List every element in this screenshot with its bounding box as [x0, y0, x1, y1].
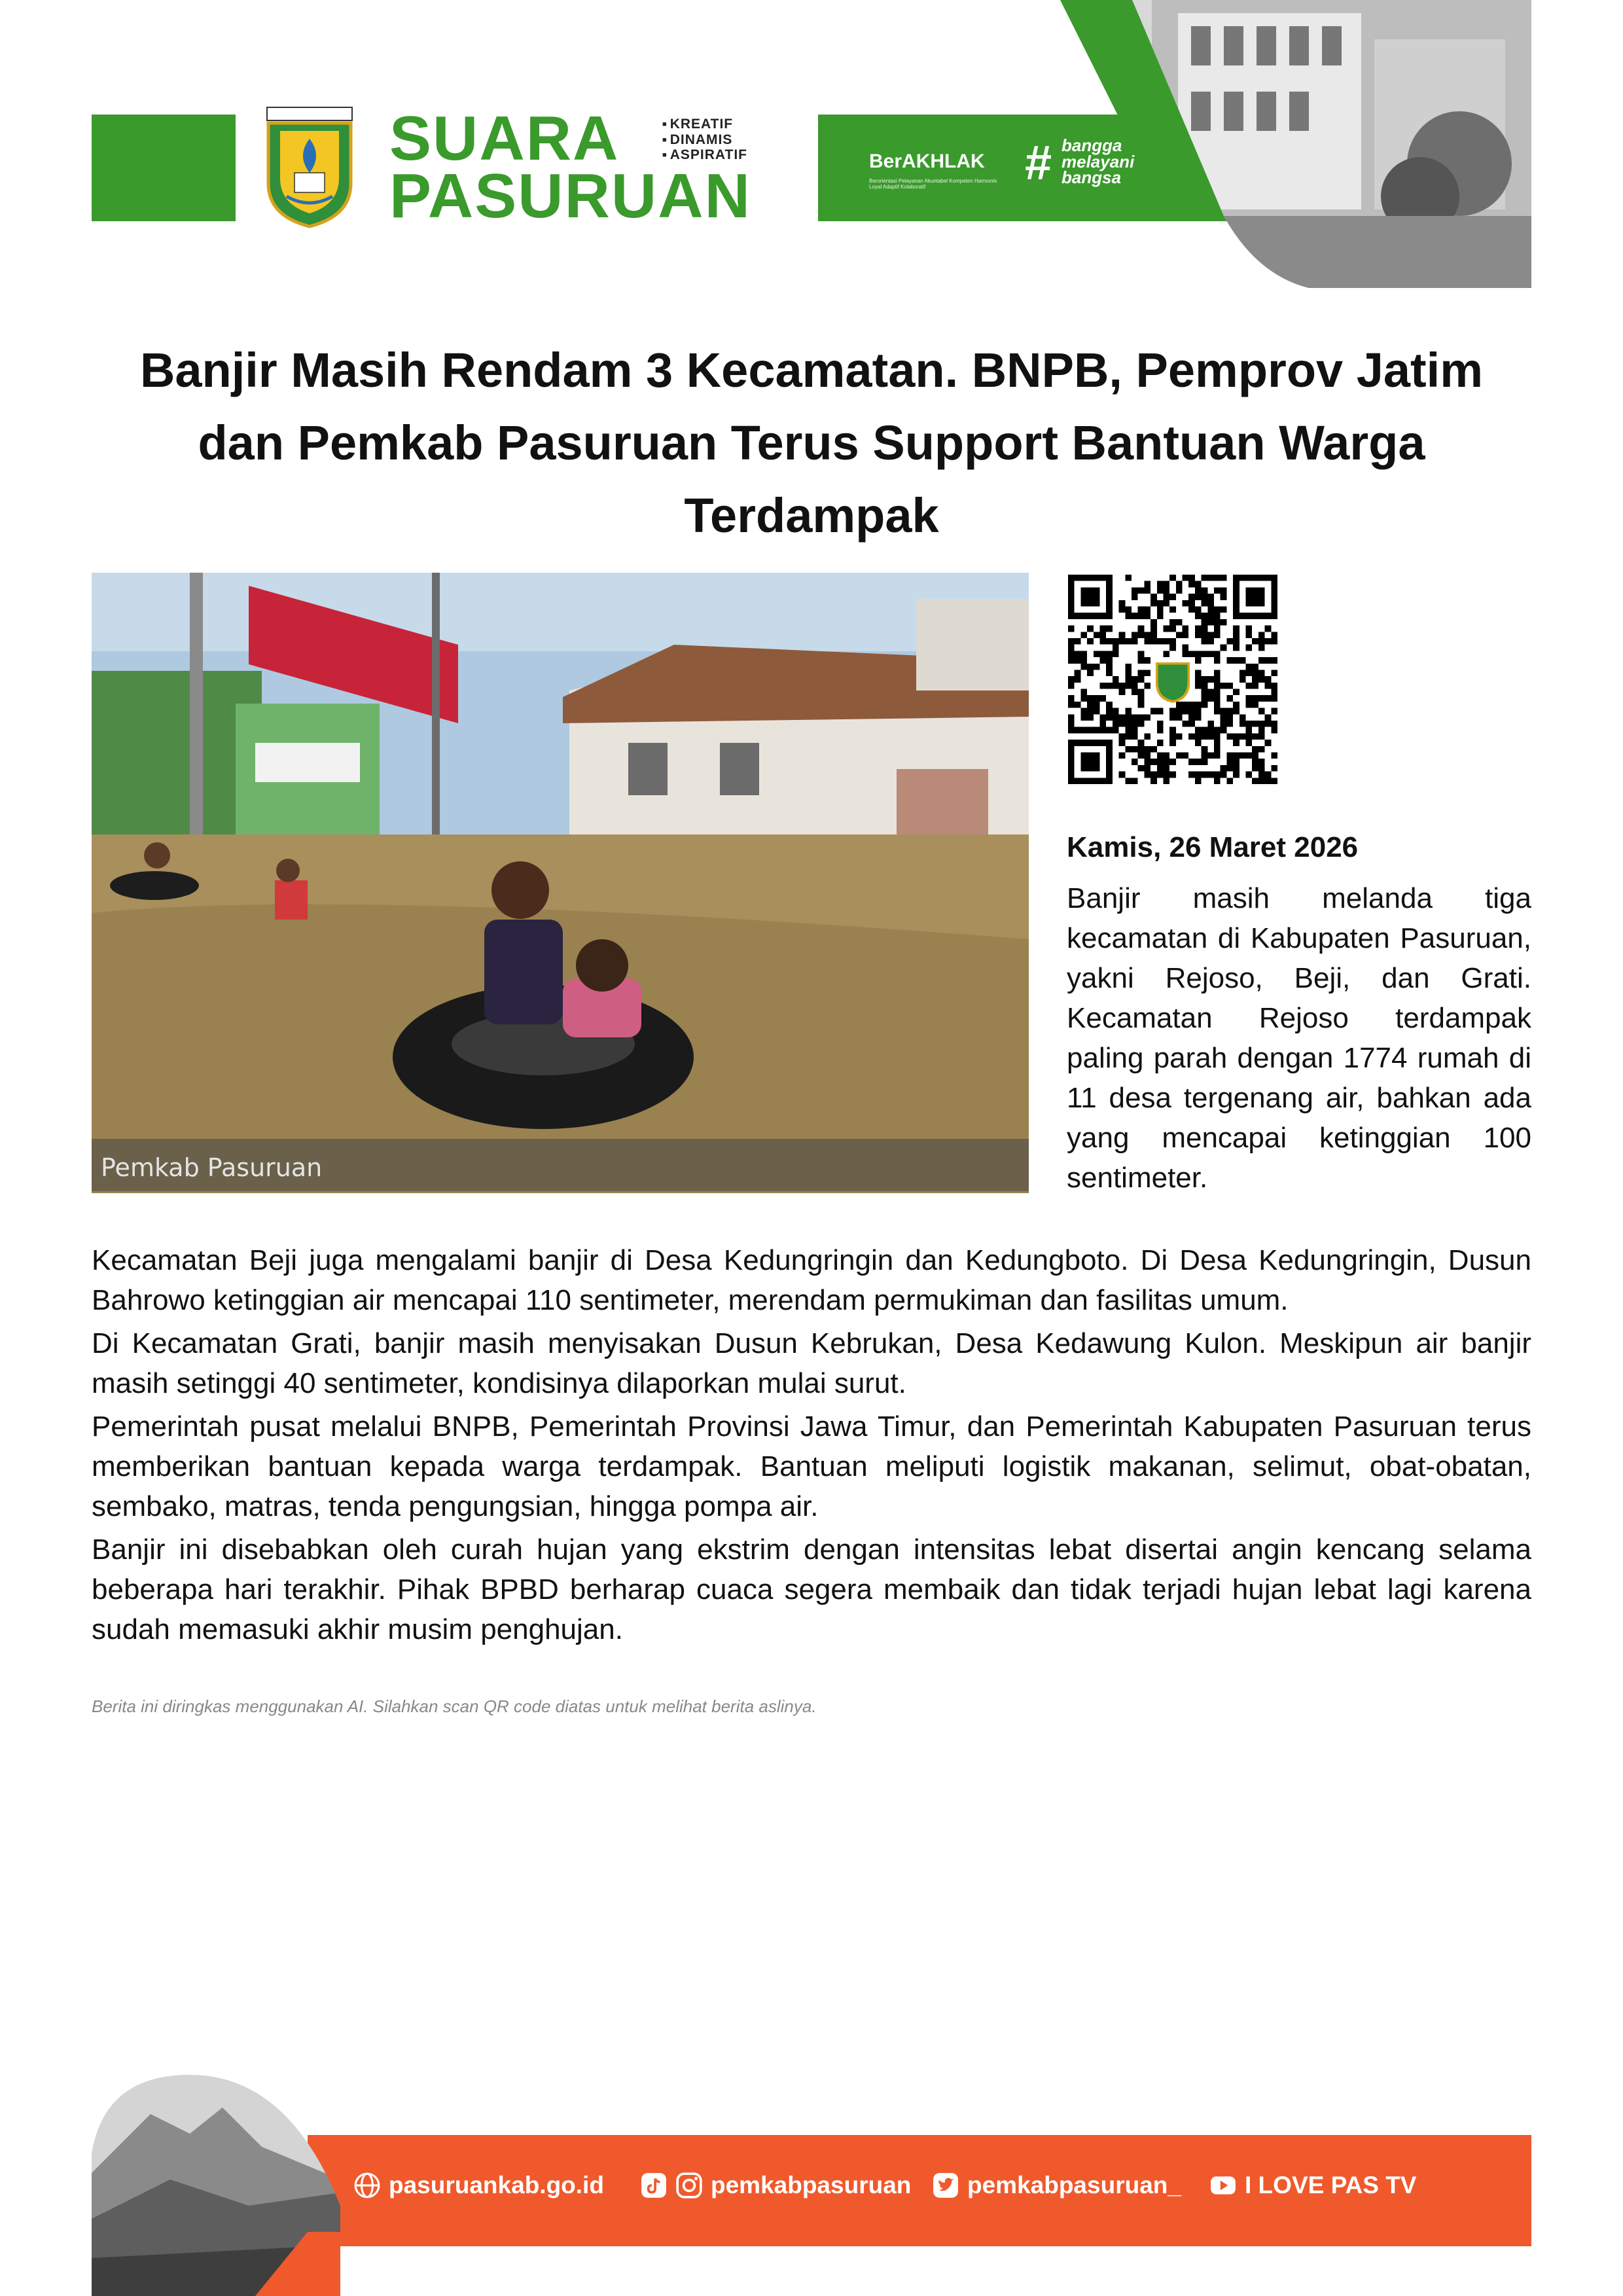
- article-lead: Banjir masih melanda tiga kecamatan di Kabupaten Pasuruan, yakni Rejoso, Beji, dan Grati. Kecamatan Rejoso terdampak paling parah dengan 1774 rumah di 11 desa tergenang air, bahkan ada yang mencapai ketinggian 100 sentimeter.: [1067, 882, 1531, 1194]
- tiktok-icon: [640, 2172, 668, 2199]
- instagram-icon: [675, 2172, 703, 2199]
- footer-mountain-photo: [92, 2075, 340, 2296]
- article-paragraph: Banjir ini disebabkan oleh curah hujan yang ekstrim dengan intensitas lebat disertai angin kencang selama beberapa hari terakhir. Pihak BPBD berharap cuaca segera membaik dan tidak terjadi hujan lebat lagi karena sudah memasuki akhir musim penghujan.: [92, 1534, 1531, 1645]
- photo-caption: Pemkab Pasuruan: [101, 1153, 323, 1182]
- globe-icon: [353, 2172, 381, 2199]
- qr-code-icon[interactable]: [1068, 575, 1277, 784]
- footer-youtube-text: I LOVE PAS TV: [1245, 2172, 1417, 2198]
- flood-photo: [92, 573, 1029, 1193]
- photo-caption-bar: [92, 1139, 1029, 1191]
- article-body: [92, 1240, 1531, 1653]
- berakhlak-logo: BerAKHLAK: [869, 151, 985, 172]
- bangga-word: bangsa: [1061, 168, 1122, 188]
- header-green-block-left: [92, 115, 236, 221]
- berakhlak-subtitle: Berorientasi Pelayanan Akuntabel Kompeten Harmonis Loyal Adaptif Kolaboratif: [869, 178, 997, 190]
- pasuruan-crest-logo: [260, 105, 359, 229]
- footer-instagram-text: pemkabpasuruan: [711, 2172, 912, 2198]
- brand-tagline: [662, 117, 747, 163]
- youtube-icon: [1209, 2172, 1237, 2199]
- tagline-item: ■ ASPIRATIF: [662, 147, 747, 163]
- article-paragraph: Di Kecamatan Grati, banjir masih menyisakan Dusun Kebrukan, Desa Kedawung Kulon. Meskipun air banjir masih setinggi 40 sentimeter, kondisinya dilaporkan mulai surut.: [92, 1327, 1531, 1399]
- footer-social-youtube[interactable]: [1209, 2172, 1416, 2199]
- article-date: Kamis, 26 Maret 2026: [1067, 831, 1359, 863]
- footer-website[interactable]: [353, 2172, 604, 2199]
- tagline-item: ■ DINAMIS: [662, 132, 747, 148]
- brand-line-2: PASURUAN: [389, 161, 751, 232]
- footer-social-tiktok-instagram[interactable]: [640, 2172, 911, 2199]
- twitter-icon: [932, 2172, 959, 2199]
- article-paragraph: Pemerintah pusat melalui BNPB, Pemerintah Provinsi Jawa Timur, dan Pemerintah Kabupaten Pasuruan terus memberikan bantuan kepada warga terdampak. Bantuan meliputi logistik makanan, selimut, obat-obatan, sembako, matras, tenda pengungsian, hingga pompa air.: [92, 1410, 1531, 1522]
- ai-disclaimer: Berita ini diringkas menggunakan AI. Silahkan scan QR code diatas untuk melihat berita aslinya.: [92, 1696, 817, 1716]
- bangga-melayani-logo: [1025, 135, 1135, 190]
- bangga-word: melayani: [1061, 151, 1135, 171]
- footer-social-twitter[interactable]: [932, 2172, 1181, 2199]
- bangga-word: bangga: [1061, 135, 1122, 155]
- hashtag-mark: #: [1025, 135, 1052, 190]
- article-paragraph: Kecamatan Beji juga mengalami banjir di Desa Kedungringin dan Kedungboto. Di Desa Kedungringin, Dusun Bahrowo ketinggian air mencapai 110 sentimeter, merendam permukiman dan fasilitas umum.: [92, 1244, 1531, 1316]
- article-title: Banjir Masih Rendam 3 Kecamatan. BNPB, Pemprov Jatim dan Pemkab Pasuruan Terus Support Bantuan Warga Terdampak: [139, 343, 1484, 543]
- brand-line-1: SUARA: [389, 103, 620, 173]
- footer-twitter-text: pemkabpasuruan_: [967, 2172, 1181, 2198]
- tagline-item: ■ KREATIF: [662, 117, 747, 132]
- footer-website-text: pasuruankab.go.id: [389, 2172, 604, 2198]
